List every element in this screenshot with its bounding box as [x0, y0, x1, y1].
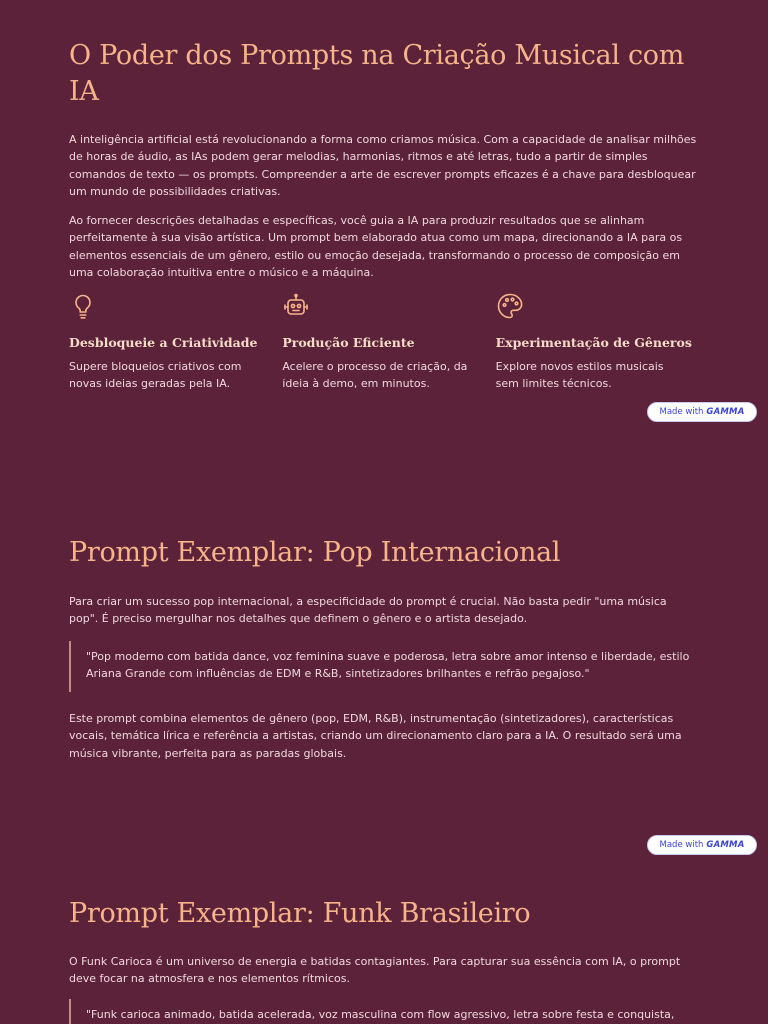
feature-creativity — [69, 292, 282, 392]
feature-genres — [496, 292, 709, 392]
slide-3-quote — [69, 999, 701, 1024]
slide-1-paragraph-1-block — [69, 131, 699, 201]
gamma-logo: GAMMA — [706, 407, 745, 417]
slide-2-outro-block — [69, 710, 699, 762]
feature-genres-text: Explore novos estilos musicais sem limites técnicos. — [495, 360, 664, 390]
feature-efficiency-title: Produção Eficiente — [282, 335, 415, 350]
slide-1-paragraph-1: A inteligência artificial está revolucionando a forma como criamos música. Com a capacidade de analisar milhões de horas de áudio, as IAs podem gerar melodias, harmonias, ritmos e até letras, tudo a partir de simples comandos de texto — os prompts. Compreender a arte de escrever prompts eficazes é a chave para desbloquear um mundo de possibilidades criativas. — [69, 133, 697, 199]
feature-efficiency-text: Acelere o processo de criação, da ideia à demo, em minutos. — [282, 360, 468, 390]
lightbulb-icon — [69, 292, 97, 320]
slide-2-title: Prompt Exemplar: Pop Internacional — [69, 537, 561, 568]
palette-icon — [496, 292, 524, 320]
slide-3-title: Prompt Exemplar: Funk Brasileiro — [69, 898, 531, 929]
slide-2-intro: Para criar um sucesso pop internacional, a especificidade do prompt é crucial. Não basta pedir "uma música pop". É preciso mergulhar nos detalhes que definem o gênero e o artista desejado. — [69, 595, 667, 626]
feature-creativity-title: Desbloqueie a Criatividade — [69, 335, 258, 350]
slide-1 — [69, 38, 699, 110]
slide-2-intro-block — [69, 593, 699, 628]
robot-icon — [282, 292, 310, 320]
slide-1-paragraph-2: Ao fornecer descrições detalhadas e específicas, você guia a IA para produzir resultados que se alinham perfeitamente à sua visão artística. Um prompt bem elaborado atua como um mapa, direcionando a IA para os elementos essenciais de um gênero, estilo ou emoção desejada, transformando o processo de composição em uma colaboração intuitiva entre o músico e a máquina. — [69, 214, 683, 280]
feature-list — [69, 292, 709, 392]
slide-1-title: O Poder dos Prompts na Criação Musical com IA — [69, 40, 685, 107]
slide-2 — [69, 535, 699, 571]
gamma-logo: GAMMA — [706, 840, 745, 850]
slide-3-intro: O Funk Carioca é um universo de energia e batidas contagiantes. Para capturar sua essência com IA, o prompt deve focar na atmosfera e nos elementos rítmicos. — [69, 955, 681, 986]
slide-3-quote-text: "Funk carioca animado, batida acelerada, voz masculina com flow agressivo, letra sobre festa e conquista, — [86, 1008, 675, 1021]
badge-prefix: Made with — [659, 407, 704, 417]
slide-2-quote — [69, 641, 701, 692]
feature-efficiency — [282, 292, 495, 392]
feature-creativity-text: Supere bloqueios criativos com novas ideias geradas pela IA. — [69, 360, 242, 390]
slide-1-paragraph-2-block — [69, 212, 699, 282]
feature-genres-title: Experimentação de Gêneros — [495, 335, 692, 350]
slide-3 — [69, 896, 699, 932]
slide-2-outro: Este prompt combina elementos de gênero (pop, EDM, R&B), instrumentação (sintetizadores), características vocais, temática lírica e referência a artistas, criando um direcionamento claro para a IA. O resultado será uma música vibrante, perfeita para as paradas globais. — [69, 712, 682, 760]
made-with-gamma-badge-2[interactable] — [647, 835, 757, 855]
slide-2-quote-text: "Pop moderno com batida dance, voz feminina suave e poderosa, letra sobre amor intenso e liberdade, estilo Ariana Grande com influências de EDM e R&B, sintetizadores brilhantes e refrão pegajoso." — [86, 650, 690, 681]
slide-3-intro-block — [69, 953, 699, 988]
made-with-gamma-badge-1[interactable] — [647, 402, 757, 422]
badge-prefix: Made with — [659, 840, 704, 850]
